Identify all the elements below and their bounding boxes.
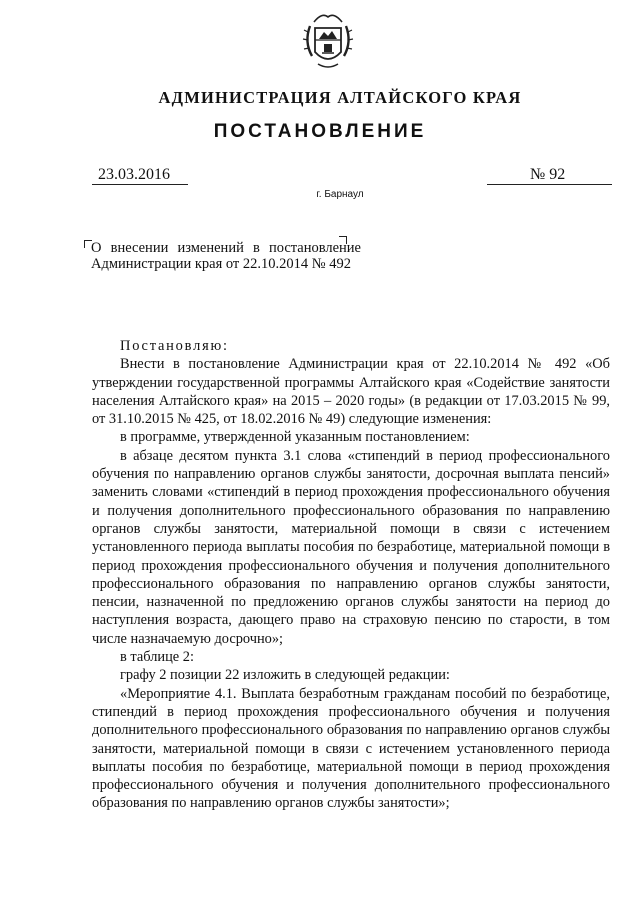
body-paragraph: графу 2 позиции 22 изложить в следующей редакции: (120, 667, 450, 684)
document-type: ПОСТАНОВЛЕНИЕ (213, 121, 427, 142)
document-subject: О внесении изменений в постановление Администрации края от 22.10.2014 № 492 (91, 240, 361, 272)
city-name: г. Барнаул (316, 189, 364, 200)
coat-of-arms-icon (300, 8, 356, 74)
document-date: 23.03.2016 (98, 166, 170, 183)
document-number: № 92 (530, 166, 566, 183)
date-underline (92, 184, 188, 185)
body-paragraph: «Мероприятие 4.1. Выплата безработным гражданам пособий по безработице, стипендий в период прохождения профессионального обучения и получения дополнительного профессионального образования по направлению органов службы занятости, материальной помощи в связи с истечением установленного периода выплаты пособия по безработице, материальной помощи в период прохождения профессионального обучения и получения дополнительного профессионального образования по направлению органов службы занятости»; (92, 685, 610, 812)
number-underline (487, 184, 612, 185)
body-paragraph: в таблице 2: (120, 649, 194, 666)
resolution-verb: Постановляю: (120, 338, 229, 354)
body-paragraph: Внести в постановление Администрации края от 22.10.2014 № 492 «Об утверждении государственной программы Алтайского края «Содействие занятости населения Алтайского края» на 2015 – 2020 годы» (в редакции от 17.03.2015 № 99, от 31.10.2015 № 425, от 18.02.2016 № 49) следующие изменения: (92, 356, 610, 428)
body-paragraph: в абзаце десятом пункта 3.1 слова «стипендий в период профессионального обучения по направлению органов службы занятости, досрочная выплата пенсий» заменить словами «стипендий в период прохождения профессионального обучения и получения дополнительного профессионального образования по направлению органов службы занятости, материальной помощи в связи с истечением установленного периода выплаты пособия по безработице, материальной помощи в период прохождения профессионального обучения и получения дополнительного профессионального образования по направлению органов службы занятости, пенсии, назначенной по предложению органов службы занятости на период до наступления возраста, дающего право на страховую пенсию по старости, в том числе назначаемую досрочно»; (92, 447, 610, 647)
document-body (92, 337, 610, 813)
organization-title: АДМИНИСТРАЦИЯ АЛТАЙСКОГО КРАЯ (158, 88, 522, 107)
body-paragraph: в программе, утвержденной указанным постановлением: (120, 429, 470, 446)
